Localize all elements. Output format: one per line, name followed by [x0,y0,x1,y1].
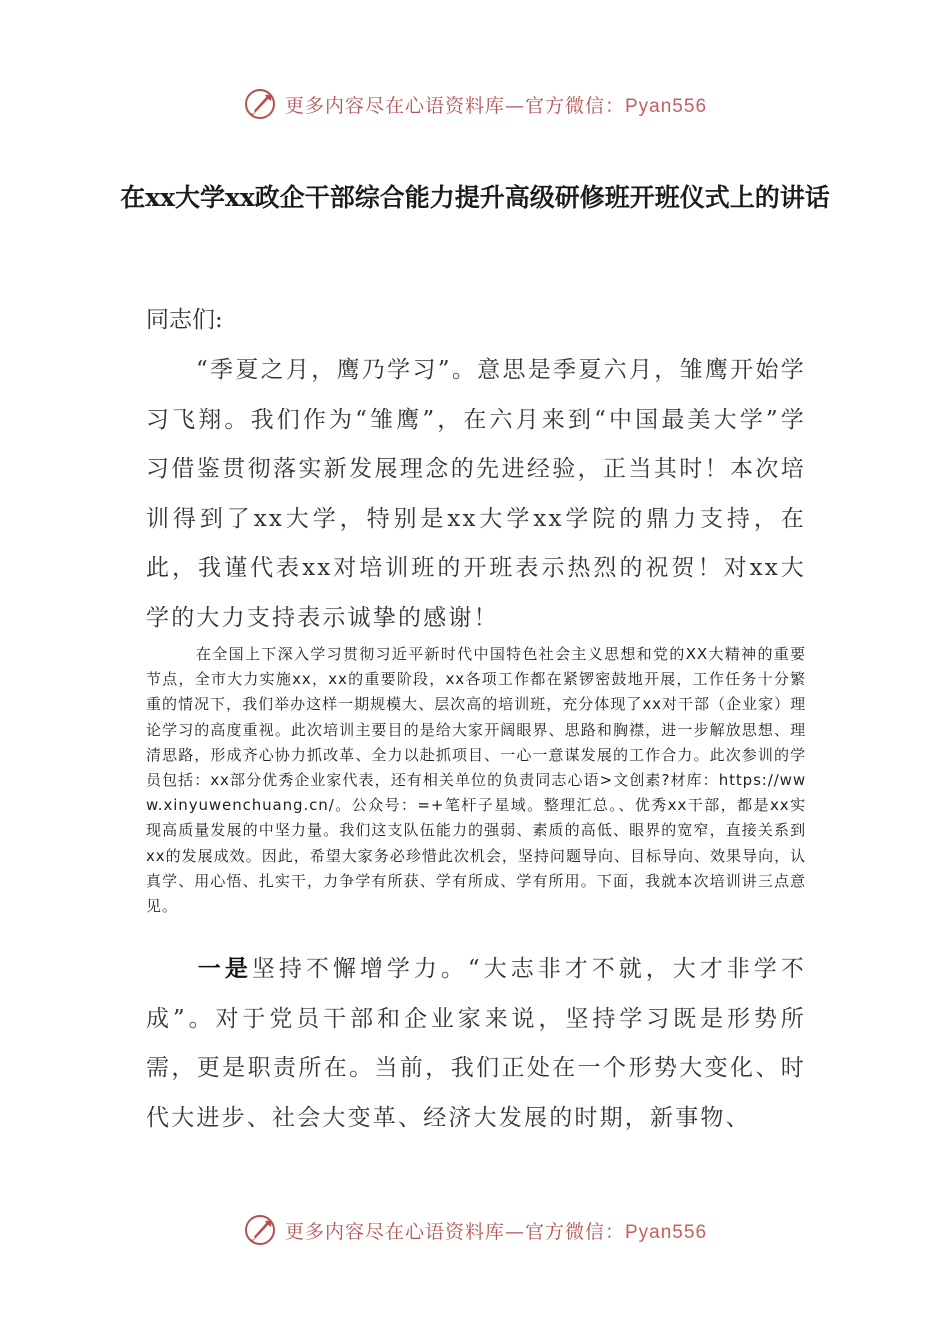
header-banner [0,84,950,124]
paragraph-3-lead: 一是 [196,955,252,982]
paragraph-3 [146,944,806,1143]
quill-logo-icon [243,1213,277,1247]
paragraph-1: “季夏之月，鹰乃学习”。意思是季夏六月，雏鹰开始学习飞翔。我们作为“雏鹰”，在六月来到“中国最美大学”学习借鉴贯彻落实新发展理念的先进经验，正当其时！本次培训得到了xx大学，特别是xx大学xx学院的鼎力支持，在此，我谨代表xx对培训班的开班表示热烈的祝贺！对xx大学的大力支持表示诚挚的感谢！ [146,357,806,631]
paragraph-3-body: 坚持不懈增学力。“大志非才不就，大才非学不成”。对于党员干部和企业家来说，坚持学习既是形势所需，更是职责所在。当前，我们正处在一个形势大变化、时代大进步、社会大变革、经济大发展的时期，新事物、 [146,956,806,1131]
header-banner-text: 更多内容尽在心语资料库—官方微信：Pyan556 [284,94,708,117]
greeting: 同志们: [146,307,223,333]
page-title: 在xx大学xx政企干部综合能力提升高级研修班开班仪式上的讲话 [120,183,830,212]
paragraph-2: 在全国上下深入学习贯彻习近平新时代中国特色社会主义思想和党的XX大精神的重要节点，全市大力实施xx，xx的重要阶段，xx各项工作都在紧锣密鼓地开展，工作任务十分繁重的情况下，我们举办这样一期规模大、层次高的培训班，充分体现了xx对干部（企业家）理论学习的高度重视。此次培训主要目的是给大家开阔眼界、思路和胸襟，进一步解放思想、理清思路，形成齐心协力抓改革、全力以赴抓项目、一心一意谋发展的工作合力。此次参训的学员包括：xx部分优秀企业家代表，还有相关单位的负责同志心语>文创素?材库：https://www.xinyuwenchuang.cn/。公众号：=+笔杆子星域。整理汇总。、优秀xx干部，都是xx实现高质量发展的中坚力量。我们这支队伍能力的强弱、素质的高低、眼界的宽窄，直接关系到xx的发展成效。因此，希望大家务必珍惜此次机会，坚持问题导向、目标导向、效果导向，认真学、用心悟、扎实干，力争学有所获、学有所成、学有所用。下面，我就本次培训讲三点意见。 [146,645,806,916]
quill-logo-icon [243,87,277,121]
footer-banner-text: 更多内容尽在心语资料库—官方微信：Pyan556 [284,1220,708,1243]
footer-banner [0,1210,950,1250]
